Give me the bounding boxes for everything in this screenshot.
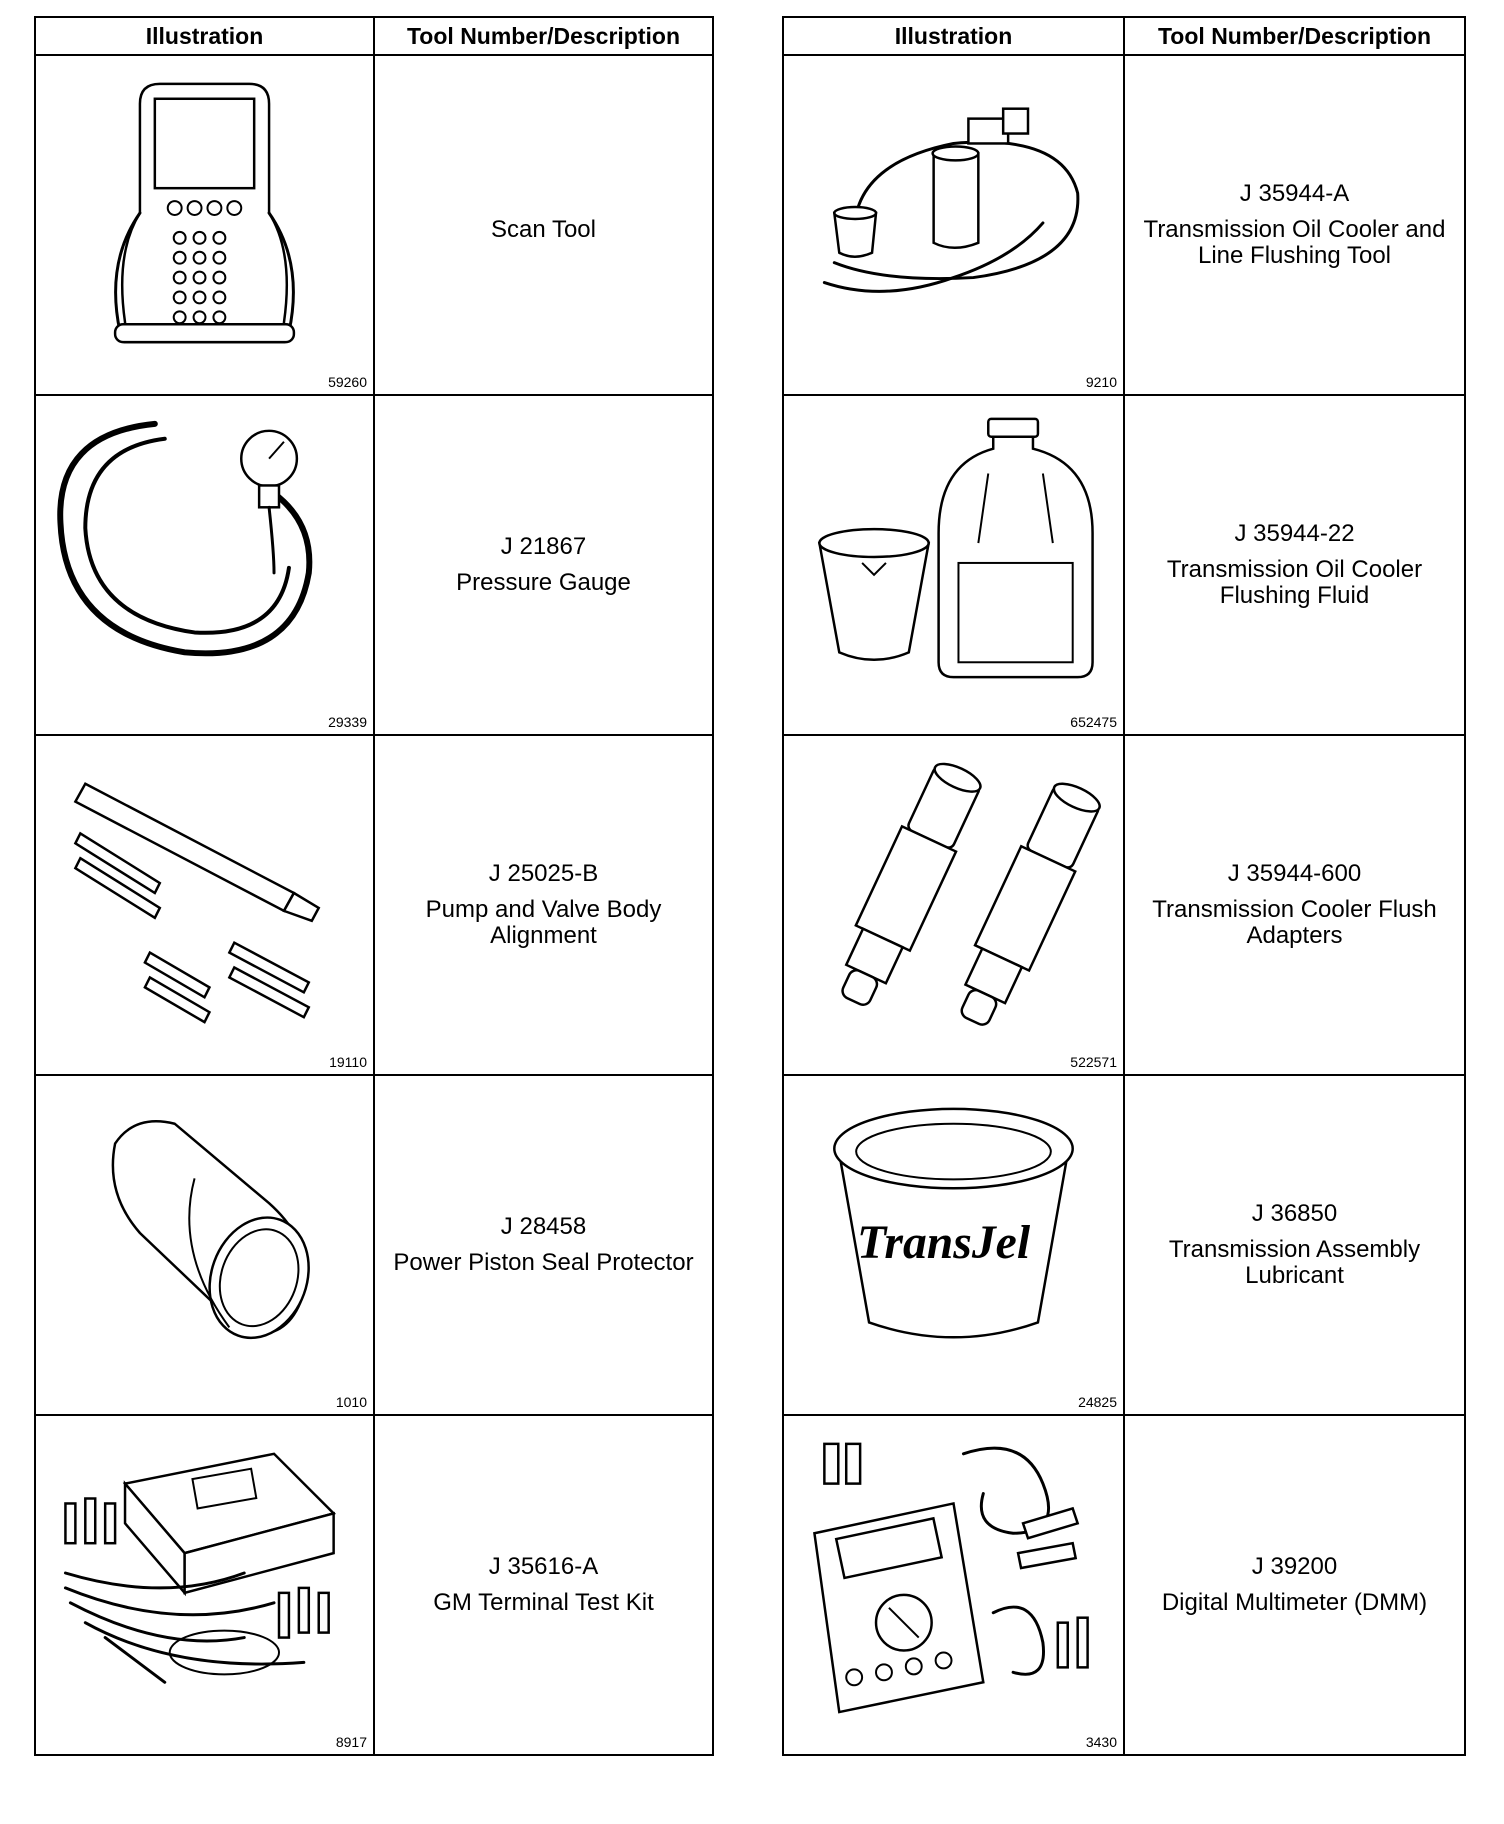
- tool-name: Transmission Assembly Lubricant: [1168, 1236, 1421, 1289]
- tool-number: J 36850: [1251, 1200, 1338, 1227]
- figure-number: 3430: [1085, 1734, 1117, 1750]
- figure-number: 9210: [1085, 374, 1117, 390]
- scan-tool-icon: [44, 64, 365, 362]
- figure-number: 522571: [1070, 1054, 1117, 1070]
- lubricant-tub-icon: [792, 1084, 1115, 1382]
- tool-number: J 35944-A: [1239, 180, 1350, 207]
- tool-number: J 39200: [1251, 1553, 1338, 1580]
- figure-number: 29339: [328, 714, 367, 730]
- flushing-tool-icon: [792, 64, 1115, 362]
- illustration-header: Illustration: [783, 17, 1124, 55]
- tool-name: Pump and Valve Body Alignment: [425, 896, 662, 949]
- tool-number: J 35616-A: [488, 1553, 599, 1580]
- flush-adapters-icon: [792, 744, 1115, 1042]
- description-cell: [1124, 735, 1465, 1075]
- table-row: [783, 735, 1465, 1075]
- figure-number: 8917: [335, 1734, 367, 1750]
- description-cell: [374, 55, 713, 395]
- table-row: [783, 55, 1465, 395]
- description-cell: [374, 735, 713, 1075]
- description-header: Tool Number/Description: [1124, 17, 1465, 55]
- illustration-header: Illustration: [35, 17, 374, 55]
- illustration-cell: [35, 1415, 374, 1755]
- terminal-test-kit-icon: [44, 1424, 365, 1722]
- illustration-cell: [783, 735, 1124, 1075]
- illustration-cell: [35, 735, 374, 1075]
- header-row: [35, 17, 713, 55]
- table-row: [35, 1415, 713, 1755]
- table-row: [783, 395, 1465, 735]
- tool-number: J 35944-600: [1227, 860, 1362, 887]
- tool-name: Transmission Oil Cooler Flushing Fluid: [1166, 556, 1423, 609]
- alignment-pins-icon: [44, 744, 365, 1042]
- table-row: [35, 735, 713, 1075]
- flushing-fluid-icon: [792, 404, 1115, 702]
- description-cell: [374, 395, 713, 735]
- figure-number: 652475: [1070, 714, 1117, 730]
- brand-logo: TransJel: [857, 1216, 1031, 1269]
- description-cell: [374, 1415, 713, 1755]
- tool-name: Transmission Oil Cooler and Line Flushing Tool: [1143, 216, 1446, 269]
- figure-number: 24825: [1078, 1394, 1117, 1410]
- table-row: [783, 1415, 1465, 1755]
- table-row: [35, 395, 713, 735]
- table-row: [35, 1075, 713, 1415]
- figure-number: 1010: [335, 1394, 367, 1410]
- tool-name: Transmission Cooler Flush Adapters: [1152, 896, 1437, 949]
- illustration-cell: [783, 395, 1124, 735]
- description-cell: [374, 1075, 713, 1415]
- tool-number: J 21867: [500, 533, 587, 560]
- tool-table-left: [34, 16, 714, 1756]
- illustration-cell: [783, 1075, 1124, 1415]
- illustration-cell: [35, 395, 374, 735]
- tool-name: GM Terminal Test Kit: [433, 1589, 654, 1616]
- pressure-gauge-icon: [44, 404, 365, 702]
- illustration-cell: [35, 55, 374, 395]
- tool-number: J 25025-B: [488, 860, 599, 887]
- illustration-cell: [35, 1075, 374, 1415]
- seal-protector-icon: [44, 1084, 365, 1382]
- table-row: [35, 55, 713, 395]
- tool-name: Power Piston Seal Protector: [393, 1249, 694, 1276]
- multimeter-icon: [792, 1424, 1115, 1722]
- tool-name: Scan Tool: [491, 216, 596, 243]
- illustration-cell: [783, 1415, 1124, 1755]
- illustration-cell: [783, 55, 1124, 395]
- description-cell: [1124, 1415, 1465, 1755]
- description-cell: [1124, 395, 1465, 735]
- description-cell: [1124, 1075, 1465, 1415]
- description-header: Tool Number/Description: [374, 17, 713, 55]
- tool-name: Pressure Gauge: [456, 569, 631, 596]
- description-cell: [1124, 55, 1465, 395]
- figure-number: 19110: [329, 1054, 367, 1070]
- tool-number: J 35944-22: [1234, 520, 1355, 547]
- tool-name: Digital Multimeter (DMM): [1161, 1589, 1428, 1616]
- tool-table-right: [782, 16, 1466, 1756]
- figure-number: 59260: [328, 374, 367, 390]
- table-row: [783, 1075, 1465, 1415]
- tool-number: J 28458: [500, 1213, 587, 1240]
- header-row: [783, 17, 1465, 55]
